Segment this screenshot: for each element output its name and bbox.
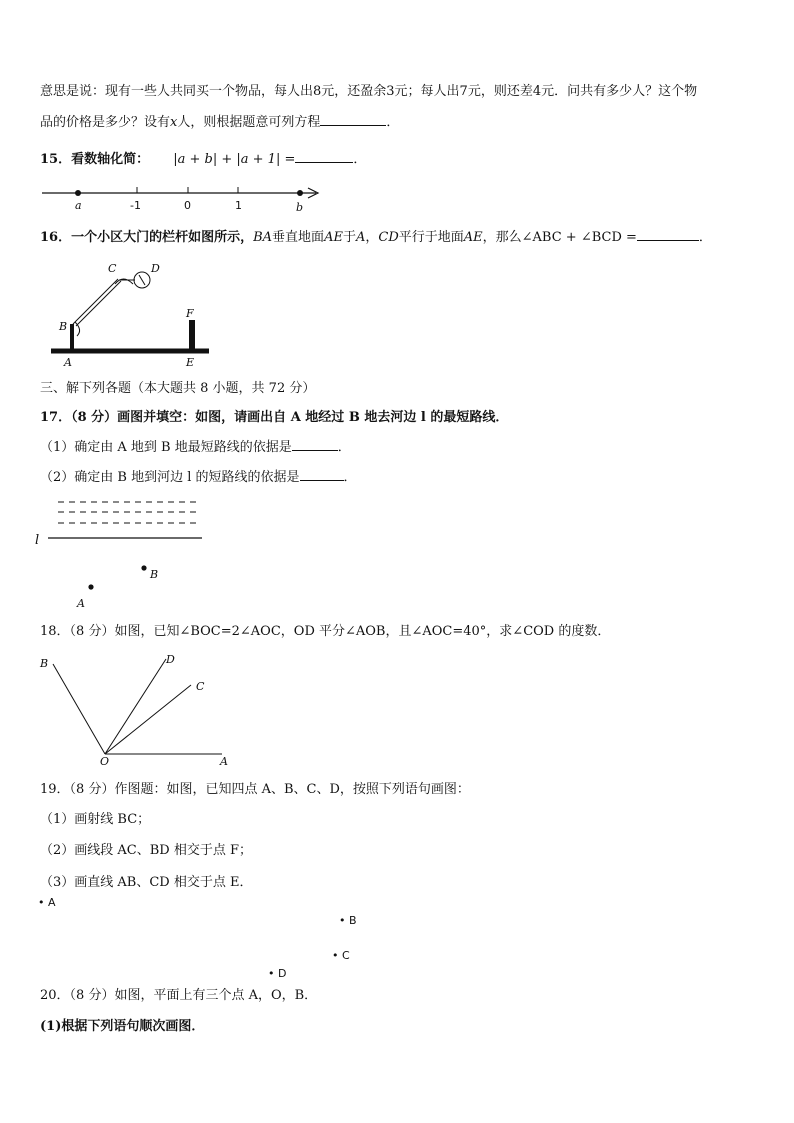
q15-answer-blank[interactable] — [295, 162, 353, 163]
q15-line — [40, 152, 366, 168]
q16-label-c: C — [108, 262, 117, 275]
q18-label-a: A — [220, 755, 228, 768]
q18-label-b: B — [40, 657, 49, 670]
q15-label-1: 1 — [235, 199, 242, 212]
q16-text-b: BA — [253, 230, 273, 245]
q17-label-b: B — [150, 568, 159, 581]
q19-title: 19．（8 分）作图题：如图，已知四点 A、B、C、D，按照下列语句画图： — [40, 782, 470, 797]
q17-p1-blank[interactable] — [292, 450, 338, 451]
intro-line-2 — [40, 115, 399, 131]
q17-label-a: A — [77, 597, 85, 610]
intro-line-1: 意思是说：现有一些人共同买一个物品，每人出8元，还盈余3元；每人出7元，则还差4元．问共有多少人？这个物 — [40, 84, 698, 99]
q18-label-d: D — [166, 653, 175, 666]
q17-title: 17．（8 分）画图并填空：如图，请画出自 A 地经过 B 地去河边 l 的最短路线． — [40, 410, 509, 425]
q16-line — [40, 230, 712, 246]
q16-text-k: ，那么∠ABC + ∠BCD = — [482, 230, 637, 245]
q16-end: ． — [698, 230, 712, 245]
intro-line-2-a: 品的价格是多少？设有 — [40, 115, 171, 130]
q19-point-c: • C — [332, 949, 350, 962]
q17-p2-blank[interactable] — [300, 480, 344, 481]
q17-p1-end: ． — [337, 440, 351, 455]
q15-label-0: 0 — [184, 199, 191, 212]
q17-p1: （1）确定由 A 地到 B 地最短路线的依据是 — [40, 440, 292, 455]
q16-text-i: 平行于地面 — [398, 230, 464, 245]
q16-label-b: B — [59, 320, 68, 333]
q15-end: ． — [353, 152, 367, 167]
q17-p2: （2）确定由 B 地到河边 l 的短路线的依据是 — [40, 470, 300, 485]
q17-p2-end: ． — [343, 470, 357, 485]
q16-text-h: CD — [378, 230, 399, 245]
q15-label-a: a — [75, 199, 82, 212]
intro-line-2-end: ． — [386, 115, 400, 130]
q16-text-d: AE — [324, 230, 343, 245]
q16-answer-blank[interactable] — [637, 240, 699, 241]
intro-line-2-b: 人，则根据题意可列方程 — [177, 115, 321, 130]
q16-label-f: F — [186, 307, 194, 320]
q16-text-a: 16．一个小区大门的栏杆如图所示， — [40, 230, 254, 245]
q16-text-e: 于 — [342, 230, 356, 245]
q20-title: 20．（8 分）如图，平面上有三个点 A，O，B． — [40, 988, 318, 1003]
q18-label-o: O — [100, 755, 110, 768]
q18-label-c: C — [196, 680, 205, 693]
q15-label-b: b — [296, 201, 304, 214]
q16-label-a: A — [64, 356, 72, 369]
intro-answer-blank[interactable] — [320, 125, 386, 126]
q19-point-b: • B — [339, 914, 357, 927]
q17-river-figure — [40, 496, 220, 601]
q19-p2: （2）画线段 AC、BD 相交于点 F； — [40, 843, 252, 858]
intro-var-x: x — [170, 115, 178, 130]
q17-p1-line — [40, 440, 351, 456]
q20-p1: (1)根据下列语句顺次画图． — [40, 1019, 205, 1034]
q18-angle-figure — [40, 650, 240, 765]
q17-p2-line — [40, 470, 357, 486]
q18-title: 18．（8 分）如图，已知∠BOC=2∠AOC，OD 平分∠AOB，且∠AOC=40°，求∠COD 的度数． — [40, 624, 611, 639]
q17-label-l: l — [35, 533, 40, 548]
q16-text-j: AE — [463, 230, 483, 245]
q16-label-e: E — [186, 356, 195, 369]
q15-label-minus1: -1 — [130, 199, 141, 212]
q19-p1: （1）画射线 BC； — [40, 812, 151, 827]
q19-p3: （3）画直线 AB、CD 相交于点 E． — [40, 875, 253, 890]
section3-title: 三、解下列各题（本大题共 8 小题，共 72 分） — [40, 381, 316, 396]
q16-text-f: A — [355, 230, 366, 245]
q16-text-c: 垂直地面 — [272, 230, 325, 245]
q15-expression: |a + b| + |a + 1| = — [173, 152, 296, 167]
q19-point-a: • A — [38, 896, 56, 909]
q19-point-d: • D — [268, 967, 287, 980]
q16-label-d: D — [151, 262, 160, 275]
q16-text-g: ， — [365, 230, 379, 245]
q15-text: 15．看数轴化简： — [40, 152, 150, 167]
